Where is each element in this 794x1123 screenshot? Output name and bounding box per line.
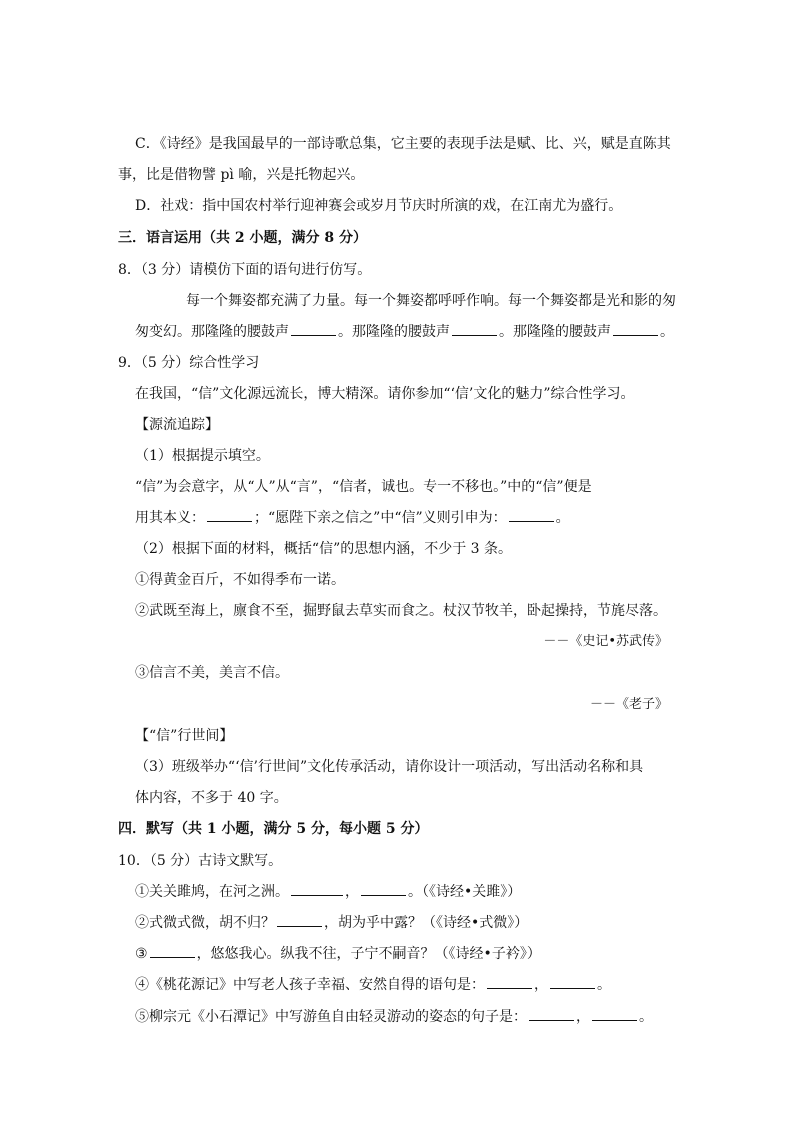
q9-answer-blank-1[interactable]: [207, 509, 252, 522]
q9-sub3-line2: 体内容，不多于 40 字。: [135, 790, 288, 806]
q8-text-c: 。那隆隆的腰鼓声: [499, 324, 611, 340]
q9-answer-blank-2[interactable]: [509, 509, 554, 522]
q10-l5-text-a: ⑤柳宗元《小石潭记》中写游鱼自由轻灵游动的姿态的句子是：: [135, 1009, 527, 1025]
q8-example-line1: 每一个舞姿都充满了力量。每一个舞姿都呼呼作响。每一个舞姿都是光和影的匆: [186, 293, 676, 309]
q9-sub1-line2: [135, 509, 570, 527]
q9-part1-title: 【源流追踪】: [135, 417, 219, 433]
q10-line-3: [135, 945, 541, 963]
q10-l4-text-a: ④《桃花源记》中写老人孩子幸福、安然自得的语句是：: [135, 977, 485, 993]
q9-sub2: （2）根据下面的材料，概括“信”的思想内涵，不少于 3 条。: [135, 541, 513, 557]
q9-sub1-text-end: 。: [555, 510, 570, 526]
q9-material-2-source: －－《史记•苏武传》: [543, 634, 668, 649]
q9-stem: 9．（5 分）综合性学习: [118, 355, 260, 371]
q8-example-line2: [135, 323, 674, 341]
q9-intro: 在我国，“信”文化源远流长，博大精深。请你参加“‘信’文化的魅力”综合性学习。: [135, 386, 635, 402]
q8-text-a: 匆变幻。那隆隆的腰鼓声: [135, 324, 289, 340]
q10-l1-text-a: ①关关雎鸠，在河之洲。: [135, 884, 289, 900]
q10-l4-text-b: ，: [534, 977, 548, 993]
q10-answer-blank-2[interactable]: [361, 883, 406, 896]
q9-sub1: （1）根据提示填空。: [135, 448, 270, 464]
q10-l1-text-c: 。（《诗经•关雎》）: [408, 884, 522, 900]
q10-stem: 10．（5 分）古诗文默写。: [118, 853, 283, 869]
q9-part2-title: 【“信”行世间】: [135, 728, 234, 744]
section-3-heading: 三．语言运用（共 2 小题，满分 8 分）: [118, 230, 367, 246]
q8-text-end: 。: [660, 324, 674, 340]
q10-answer-blank-8[interactable]: [592, 1008, 637, 1021]
q10-l5-text-c: 。: [639, 1009, 653, 1025]
q10-answer-blank-7[interactable]: [529, 1008, 574, 1021]
q10-line-1: [135, 883, 521, 901]
q10-l4-text-c: 。: [597, 977, 611, 993]
q9-sub1-line1: “信”为会意字，从“人”从“言”，“信者，诚也。专一不移也。”中的“信”便是: [135, 479, 592, 495]
q8-answer-blank-1[interactable]: [291, 323, 336, 336]
q10-answer-blank-5[interactable]: [487, 976, 532, 989]
q10-l5-text-b: ，: [576, 1009, 590, 1025]
q8-stem: 8．（3 分）请模仿下面的语句进行仿写。: [118, 262, 372, 278]
q9-material-1: ①得黄金百斤，不如得季布一诺。: [135, 572, 345, 588]
q10-l3-text-a: ③: [135, 946, 148, 962]
q10-answer-blank-4[interactable]: [150, 945, 195, 958]
q10-l3-text-b: ，悠悠我心。纵我不往，子宁不嗣音？（《诗经•子衿》）: [196, 946, 541, 962]
q10-l1-text-b: ，: [345, 884, 359, 900]
q10-line-2: [135, 914, 528, 932]
q8-text-b: 。那隆隆的腰鼓声: [338, 324, 450, 340]
q8-answer-blank-3[interactable]: [613, 323, 658, 336]
q10-answer-blank-1[interactable]: [291, 883, 343, 896]
option-c-line2: 事，比是借物譬 pì 喻，兴是托物起兴。: [118, 167, 365, 183]
q10-l2-text-a: ②式微式微，胡不归？: [135, 915, 275, 931]
q9-sub1-text-a: 用其本义：: [135, 510, 205, 526]
option-c-line1: C．《诗经》是我国最早的一部诗歌总集，它主要的表现手法是赋、比、兴，赋是直陈其: [135, 136, 671, 152]
q8-answer-blank-2[interactable]: [452, 323, 497, 336]
section-4-heading: 四．默写（共 1 小题，满分 5 分，每小题 5 分）: [118, 821, 429, 837]
q10-line-4: [135, 976, 611, 994]
q10-line-5: [135, 1008, 653, 1026]
q10-l2-text-b: ，胡为乎中露？（《诗经•式微》）: [324, 915, 529, 931]
q9-material-3: ③信言不美，美言不信。: [135, 665, 289, 681]
q10-answer-blank-3[interactable]: [277, 914, 322, 927]
q9-material-2: ②武既至海上，廪食不至，掘野鼠去草实而食之。杖汉节牧羊，卧起操持，节旄尽落。: [135, 603, 667, 619]
q9-material-3-source: －－《老子》: [589, 697, 668, 712]
option-d: D．社戏：指中国农村举行迎神赛会或岁月节庆时所演的戏，在江南尤为盛行。: [135, 198, 623, 214]
q9-sub1-text-b: ；“愿陛下亲之信之”中“信”义则引申为：: [254, 510, 507, 526]
q9-sub3-line1: （3）班级举办“‘信’行世间”文化传承活动，请你设计一项活动，写出活动名称和具: [135, 759, 644, 775]
q10-answer-blank-6[interactable]: [550, 976, 595, 989]
